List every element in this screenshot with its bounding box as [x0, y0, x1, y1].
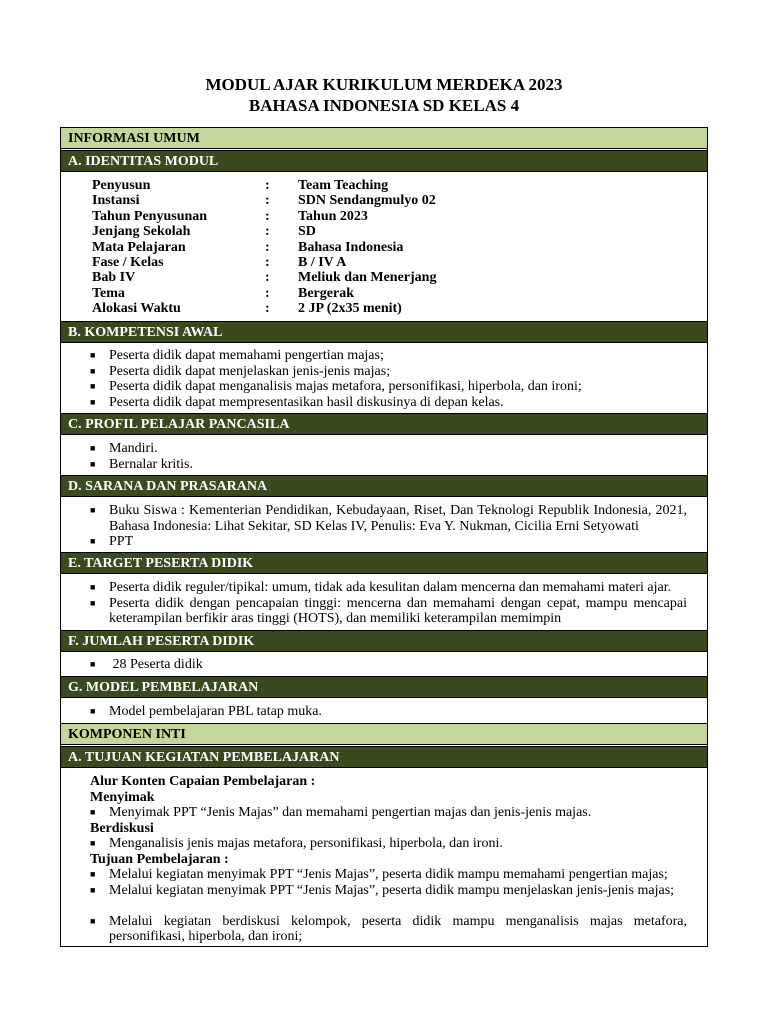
document-subtitle: BAHASA INDONESIA SD KELAS 4: [248, 96, 520, 115]
section-sarana-prasarana: D. SARANA DAN PRASARANA: [61, 475, 707, 497]
tujuan-pembelajaran-heading: Tujuan Pembelajaran :: [90, 851, 229, 867]
list-item: ■ Peserta didik dapat menjelaskan jenis-jenis majas;: [90, 363, 391, 379]
list-item: ■ Mandiri.: [90, 441, 158, 456]
section-profil-pelajar-pancasila: C. PROFIL PELAJAR PANCASILA: [61, 413, 707, 435]
menyimak-heading: Menyimak: [90, 789, 155, 805]
berdiskusi-heading: Berdiskusi: [90, 820, 154, 836]
alur-konten-heading: Alur Konten Capaian Pembelajaran :: [90, 774, 316, 789]
list-item: ■ Peserta didik dapat menganalisis majas metafora, personifikasi, hiperbola, dan ironi;: [90, 379, 582, 394]
list-item: ■ Peserta didik dapat mempresentasikan hasil diskusinya di depan kelas.: [90, 395, 504, 410]
section-model-pembelajaran: G. MODEL PEMBELAJARAN: [61, 676, 707, 698]
list-item: ■ PPT: [90, 534, 134, 549]
section-tujuan-kegiatan: A. TUJUAN KEGIATAN PEMBELAJARAN: [61, 746, 707, 768]
section-jumlah-peserta-didik: F. JUMLAH PESERTA DIDIK: [61, 630, 707, 652]
list-item: ■ Peserta didik dapat memahami pengertian majas;: [90, 348, 384, 363]
list-item: ■ Bernalar kritis.: [90, 456, 193, 472]
list-item: ■ Buku Siswa : Kementerian Pendidikan, Kebudayaan, Riset, Dan Teknologi Republik Indonesia, 2021, Bahasa Indonesia: Lihat Sekitar, SD Kelas IV, Penulis: Eva Y. Nukman, Cicilia Erni Setyowati: [90, 503, 687, 534]
section-komponen-inti: KOMPONEN INTI: [61, 723, 707, 745]
section-kompetensi-awal: B. KOMPETENSI AWAL: [61, 321, 707, 343]
list-item: ■ Peserta didik reguler/tipikal: umum, tidak ada kesulitan dalam mencerna dan memahami materi ajar.: [90, 580, 672, 595]
list-item: ■ Model pembelajaran PBL tatap muka.: [90, 704, 322, 719]
list-item: ■ Menganalisis jenis majas metafora, personifikasi, hiperbola, dan ironi.: [90, 836, 503, 851]
list-item: ■ Melalui kegiatan menyimak PPT “Jenis Majas”, peserta didik mampu memahami pengertian majas;: [90, 867, 668, 882]
section-target-peserta-didik: E. TARGET PESERTA DIDIK: [61, 552, 707, 574]
module-table: INFORMASI UMUM A. IDENTITAS MODUL Penyusun : Team Teaching Instansi : SDN Sendangmulyo 02 Tahun Penyusunan : Tahun 2023 Jenjang Sekolah : SD Mata Pelajaran : Bahasa Indonesia Fase / Kelas : B / IV A Bab IV : Meliuk dan Menerjang Tema : Bergerak Alokasi Waktu : 2 JP (2x35 menit) B. KOMPETENSI AWAL ■ Peserta didik dapat memahami pengertian majas; ■ Peserta didik dapat menjelaskan jenis-jenis majas; ■ Peserta didik dapat menganalisis majas metafora, personifikasi, hiperbola, dan ironi; ■ Peserta didik dapat mempresentasikan hasil diskusinya di depan kelas. C. PROFIL PELAJAR PANCASILA ■ Mandiri. ■ Bernalar kritis. D. SARANA DAN PRASARANA ■ Buku Siswa : Kementerian Pendidikan, Kebudayaan, Riset, Dan Teknologi Republik Indonesia, 2021, Bahasa Indonesia: Lihat Sekitar, SD Kelas IV, Penulis: Eva Y. Nukman, Cicilia Erni Setyowati ■ PPT E. TARGET PESERTA DIDIK ■ Peserta didik reguler/tipikal: umum, tidak ada kesulitan dalam mencerna dan memahami materi ajar. ■ Peserta didik dengan pencapaian tinggi: mencerna dan memahami dengan cepat, mampu mencapai keterampilan berfikir aras tinggi (HOTS), dan memiliki keterampilan memimpin F. JUMLAH PESERTA DIDIK ■ 28 Peserta didik G. MODEL PEMBELAJARAN ■ Model pembelajaran PBL tatap muka. KOMPONEN INTI A. TUJUAN KEGIATAN PEMBELAJARAN Alur Konten Capaian Pembelajaran : Menyimak ■ Menyimak PPT “Jenis Majas” dan memahami pengertian majas dan jenis-jenis majas. Berdiskusi ■ Menganalisis jenis majas metafora, personifikasi, hiperbola, dan ironi. Tujuan Pembelajaran : ■ Melalui kegiatan menyimak PPT “Jenis Majas”, peserta didik mampu memahami pengertian majas; ■ Melalui kegiatan menyimak PPT “Jenis Majas”, peserta didik mampu menjelaskan jenis-jenis majas; ■ Melalui kegiatan berdiskusi kelompok, peserta didik mampu menganalisis majas metafora, personifikasi, hiperbola, dan ironi;: [60, 127, 708, 947]
list-item: ■ Peserta didik dengan pencapaian tinggi: mencerna dan memahami dengan cepat, mampu mencapai keterampilan berfikir aras tinggi (HOTS), dan memiliki keterampilan memimpin: [90, 595, 687, 626]
list-item: ■ Melalui kegiatan berdiskusi kelompok, peserta didik mampu menganalisis majas metafora, personifikasi, hiperbola, dan ironi;: [90, 913, 687, 944]
section-identitas-modul: A. IDENTITAS MODUL: [61, 150, 707, 172]
list-item: ■ 28 Peserta didik: [90, 657, 203, 672]
document-title: MODUL AJAR KURIKULUM MERDEKA 2023: [205, 75, 563, 94]
section-informasi-umum: INFORMASI UMUM: [61, 127, 707, 149]
list-item: ■ Melalui kegiatan menyimak PPT “Jenis Majas”, peserta didik mampu menjelaskan jenis-jenis majas;: [90, 882, 675, 898]
list-item: ■ Menyimak PPT “Jenis Majas” dan memahami pengertian majas dan jenis-jenis majas.: [90, 805, 592, 820]
